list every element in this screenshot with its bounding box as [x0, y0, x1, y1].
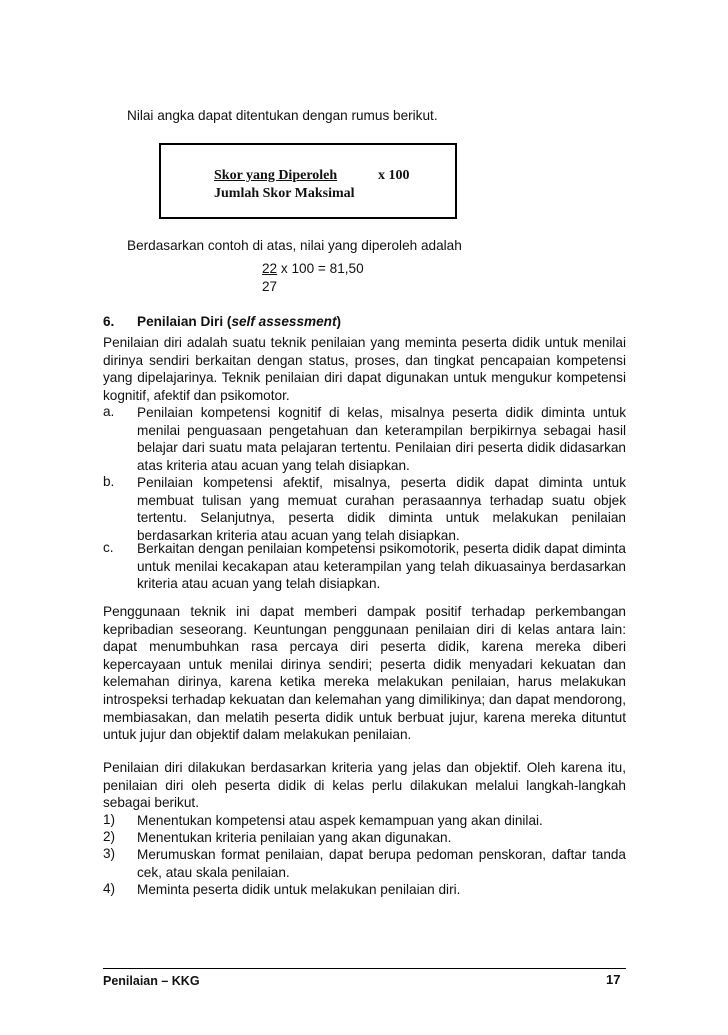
list-item-text: Penilaian kompetensi afektif, misalnya, peserta didik dapat diminta untuk membuat tulisan yang memuat curahan perasaannya terhadap suatu objek tertentu. Selanjutnya, peserta didik diminta untuk melakukan penilaian berdasarkan kriteria atau acuan yang telah disiapkan.: [137, 475, 626, 543]
list-item-text: Berkaitan dengan penilaian kompetensi psikomotorik, peserta didik dapat diminta untuk menilai kecakapan atau keterampilan yang telah dikuasainya berdasarkan kriteria atau acuan yang telah disiapkan.: [137, 541, 626, 592]
paragraph-2: Penggunaan teknik ini dapat memberi dampak positif terhadap perkembangan kepribadian seseorang. Keuntungan penggunaan penilaian diri di kelas antara lain: dapat menumbuhkan rasa percaya diri peserta didik, karena mereka diberi kepercayaan untuk menilai dirinya sendiri; peserta didik menyadari kekuatan dan kelemahan dirinya, karena ketika mereka melakukan penilaian, harus melakukan introspeksi terhadap kekuatan dan kelemahan yang dimilikinya; dan dapat mendorong, membiasakan, dan melatih peserta didik untuk berbuat jujur, karena mereka dituntut untuk jujur dan objektif dalam melakukan penilaian.: [103, 604, 626, 743]
numbered-item-label: 1): [103, 812, 116, 827]
numbered-item-label: 4): [103, 881, 116, 896]
example-denominator: 27: [262, 279, 278, 294]
numbered-item-label: 2): [103, 829, 116, 844]
page-number: 17: [606, 972, 621, 987]
list-item-label: b.: [103, 474, 115, 489]
formula-denominator: Jumlah Skor Maksimal: [214, 186, 355, 201]
formula-numerator: Skor yang Diperoleh: [214, 168, 338, 183]
numbered-item-label: 3): [103, 846, 116, 861]
numbered-item-text: Menentukan kompetensi atau aspek kemampuan yang akan dinilai.: [137, 813, 543, 828]
list-item-label: a.: [103, 404, 115, 419]
paragraph-1: Penilaian diri adalah suatu teknik penilaian yang meminta peserta didik untuk menilai dirinya sendiri berkaitan dengan status, proses, dan tingkat pencapaian kompetensi yang dipelajarinya. Teknik penilaian diri dapat digunakan untuk mengukur kompetensi kognitif, afektif dan psikomotor.: [103, 335, 626, 403]
example-numerator: 22: [262, 261, 278, 276]
numbered-item-text: Menentukan kriteria penilaian yang akan digunakan.: [137, 830, 452, 845]
paragraph-3: Penilaian diri dilakukan berdasarkan kriteria yang jelas dan objektif. Oleh karena itu, penilaian diri oleh peserta didik di kelas perlu dilakukan melalui langkah-langkah sebagai berikut.: [103, 760, 626, 811]
example-intro: Berdasarkan contoh di atas, nilai yang diperoleh adalah: [127, 238, 462, 253]
footer-title: Penilaian – KKG: [103, 974, 200, 988]
numbered-item-text: Merumuskan format penilaian, dapat berupa pedoman penskoran, daftar tanda cek, atau skala penilaian.: [137, 847, 626, 880]
numbered-item-text: Meminta peserta didik untuk melakukan penilaian diri.: [137, 882, 461, 897]
formula-intro: Nilai angka dapat ditentukan dengan rumus berikut.: [127, 108, 438, 123]
formula-multiplier: x 100: [378, 168, 410, 183]
footer-rule: [103, 968, 626, 969]
section-title: Penilaian Diri (self assessment): [137, 314, 342, 329]
list-item-label: c.: [103, 540, 114, 555]
example-line: [262, 261, 364, 276]
section-number: 6.: [103, 314, 115, 329]
list-item-text: Penilaian kompetensi kognitif di kelas, misalnya peserta didik diminta untuk menilai penguasaan pengetahuan dan keterampilan berpikirnya sebagai hasil belajar dari suatu mata pelajaran tertentu. Penilaian diri peserta didik didasarkan atas kriteria atau acuan yang telah disiapkan.: [137, 405, 626, 473]
example-expression: x 100 = 81,50: [277, 261, 364, 276]
